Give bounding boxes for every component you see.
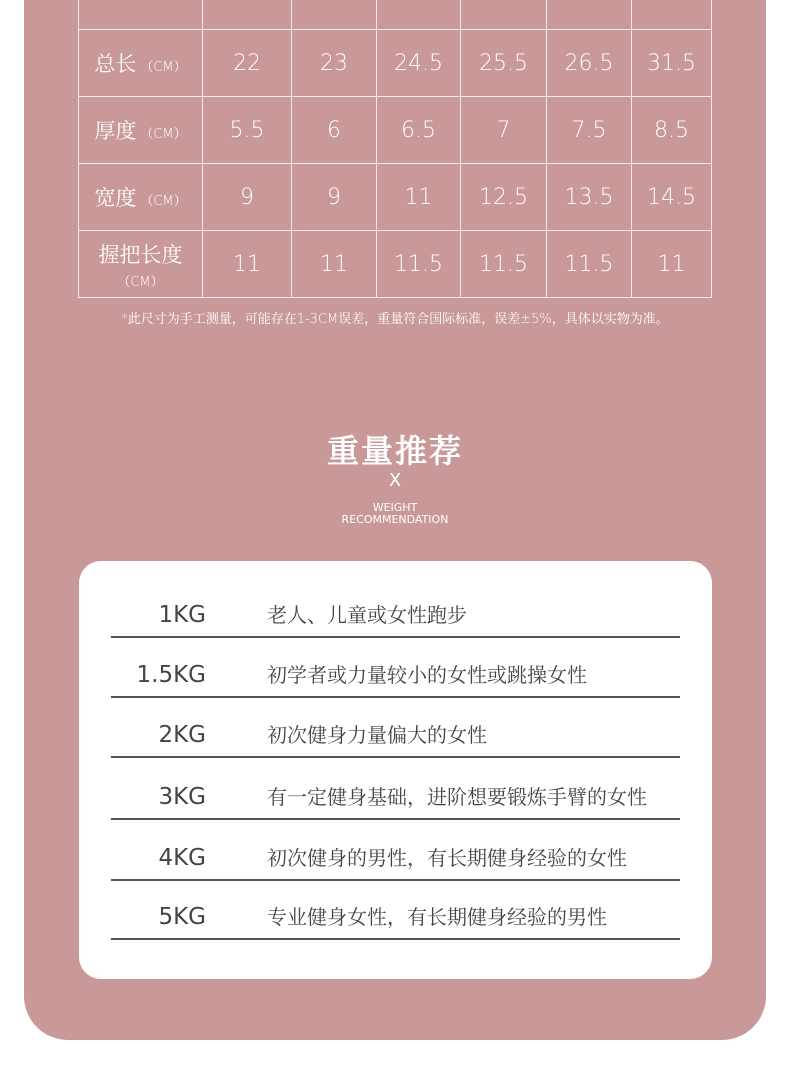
weight-description: 初次健身力量偏大的女性 bbox=[267, 723, 487, 747]
row-label: 握把长度 （CM） bbox=[79, 231, 203, 298]
table-cell: 31.5 bbox=[632, 30, 712, 97]
table-cell: 11 bbox=[632, 231, 712, 298]
table-cell: 7.5 bbox=[547, 97, 632, 164]
weight-label: 5KG bbox=[158, 904, 206, 930]
recommendation-row bbox=[111, 758, 680, 820]
table-cell: 23 bbox=[292, 30, 377, 97]
row-label: 宽度 （CM） bbox=[79, 164, 203, 231]
table-cell: 11.5 bbox=[461, 231, 547, 298]
table-cell bbox=[547, 0, 632, 30]
recommendation-row bbox=[111, 696, 680, 758]
recommendation-row bbox=[111, 576, 680, 638]
section-x-mark: X bbox=[388, 470, 402, 491]
table-cell: 6.5 bbox=[377, 97, 461, 164]
table-cell: 8.5 bbox=[632, 97, 712, 164]
subtitle-line: WEIGHT bbox=[372, 501, 418, 514]
table-cell bbox=[292, 0, 377, 30]
measurement-note: *此尺寸为手工测量，可能存在1-3CM误差，重量符合国际标准，误差±5%，具体以实物为准。 bbox=[121, 312, 669, 327]
table-cell: 7 bbox=[461, 97, 547, 164]
table-cell: 11.5 bbox=[377, 231, 461, 298]
table-cell: 12.5 bbox=[461, 164, 547, 231]
table-row-length bbox=[79, 30, 712, 97]
table-cell: 13.5 bbox=[547, 164, 632, 231]
weight-description: 初次健身的男性，有长期健身经验的女性 bbox=[267, 846, 627, 870]
section-subtitle bbox=[0, 502, 790, 526]
table-row-width bbox=[79, 164, 712, 231]
table-cell bbox=[377, 0, 461, 30]
weight-label: 1.5KG bbox=[136, 662, 206, 688]
weight-label: 3KG bbox=[158, 784, 206, 810]
table-cell bbox=[203, 0, 292, 30]
table-cell: 6 bbox=[292, 97, 377, 164]
recommendation-card bbox=[79, 561, 712, 979]
table-cell: 9 bbox=[292, 164, 377, 231]
table-cell: 25.5 bbox=[461, 30, 547, 97]
row-label: 总长 （CM） bbox=[79, 30, 203, 97]
table-cell: 5.5 bbox=[203, 97, 292, 164]
subtitle-line: RECOMMENDATION bbox=[341, 513, 449, 526]
section-title: 重量推荐 bbox=[326, 432, 463, 470]
size-table bbox=[78, 0, 712, 298]
weight-description: 初学者或力量较小的女性或跳操女性 bbox=[267, 663, 587, 687]
weight-description: 老人、儿童或女性跑步 bbox=[267, 603, 467, 627]
table-cell: 26.5 bbox=[547, 30, 632, 97]
table-cell bbox=[79, 0, 203, 30]
table-cell: 22 bbox=[203, 30, 292, 97]
recommendation-row bbox=[111, 636, 680, 698]
table-cell: 11 bbox=[377, 164, 461, 231]
table-cell: 14.5 bbox=[632, 164, 712, 231]
table-cell: 24.5 bbox=[377, 30, 461, 97]
table-cell: 11 bbox=[203, 231, 292, 298]
weight-label: 1KG bbox=[158, 602, 206, 628]
weight-description: 有一定健身基础，进阶想要锻炼手臂的女性 bbox=[267, 785, 647, 809]
table-cell: 11.5 bbox=[547, 231, 632, 298]
weight-label: 4KG bbox=[158, 845, 206, 871]
weight-description: 专业健身女性，有长期健身经验的男性 bbox=[267, 905, 607, 929]
table-row bbox=[79, 0, 712, 30]
table-row-grip-length bbox=[79, 231, 712, 298]
table-cell: 9 bbox=[203, 164, 292, 231]
weight-label: 2KG bbox=[158, 722, 206, 748]
table-cell bbox=[461, 0, 547, 30]
table-row-thickness bbox=[79, 97, 712, 164]
recommendation-row bbox=[111, 819, 680, 881]
table-cell: 11 bbox=[292, 231, 377, 298]
recommendation-row bbox=[111, 878, 680, 940]
row-label: 厚度 （CM） bbox=[79, 97, 203, 164]
table-cell bbox=[632, 0, 712, 30]
